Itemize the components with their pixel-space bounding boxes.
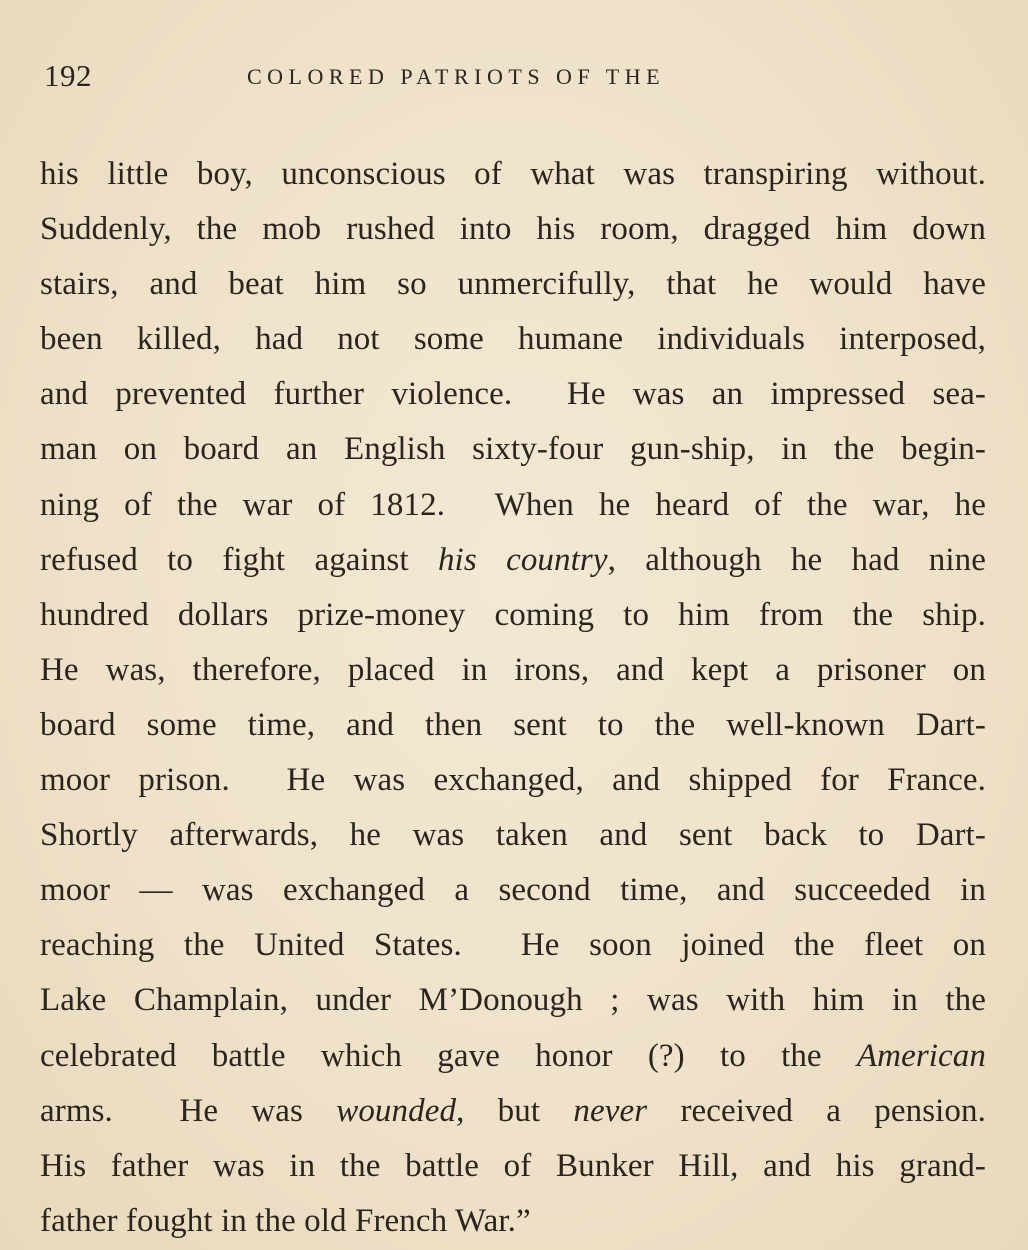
text-line: board some time, and then sent to the well-known Dart- [40, 706, 986, 743]
text-line: hundred dollars prize-money coming to him from the ship. [40, 596, 986, 633]
text-line: moor — was exchanged a second time, and succeeded in [40, 872, 986, 909]
text-line: stairs, and beat him so unmercifully, that he would have [40, 266, 986, 303]
italic-phrase: his country [437, 541, 608, 578]
page-number: 192 [44, 58, 92, 93]
text-line: moor prison. He was exchanged, and shipped for France. [40, 762, 986, 799]
body-text [40, 147, 986, 1249]
italic-phrase: American [856, 1037, 986, 1074]
running-title: COLORED PATRIOTS OF THE [247, 64, 666, 89]
italic-phrase: never [573, 1092, 648, 1129]
text-line: his little boy, unconscious of what was transpiring without. [40, 156, 986, 192]
italic-phrase: wounded [336, 1092, 457, 1129]
text-line: refused to fight against his country, although he had nine [40, 541, 986, 578]
text-line: celebrated battle which gave honor (?) to the American [40, 1037, 986, 1074]
text-line: been killed, had not some humane individuals interposed, [40, 321, 986, 358]
text-line: Shortly afterwards, he was taken and sent back to Dart- [40, 817, 986, 854]
running-head [44, 56, 804, 100]
text-line: He was, therefore, placed in irons, and kept a prisoner on [40, 651, 986, 688]
text-line: and prevented further violence. He was an impressed sea- [40, 376, 986, 413]
text-line: father fought in the old French War.” [40, 1202, 531, 1239]
text-line: Suddenly, the mob rushed into his room, dragged him down [40, 211, 986, 248]
text-line: ning of the war of 1812. When he heard of the war, he [40, 486, 986, 523]
text-line: man on board an English sixty-four gun-ship, in the begin- [40, 431, 986, 468]
text-line: His father was in the battle of Bunker Hill, and his grand- [40, 1147, 986, 1184]
text-line: arms. He was wounded, but never received a pension. [40, 1092, 986, 1129]
text-line: reaching the United States. He soon joined the fleet on [40, 927, 986, 964]
text-line: Lake Champlain, under M’Donough ; was with him in the [40, 982, 986, 1019]
